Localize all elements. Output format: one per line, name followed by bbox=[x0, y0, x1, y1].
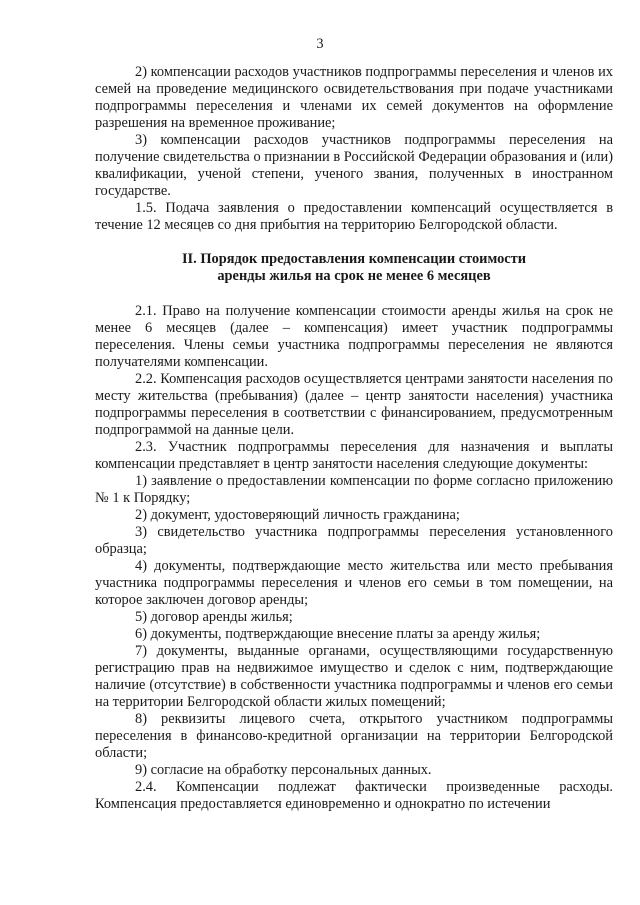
list-item: 7) документы, выданные органами, осуществляющими государственную регистрацию прав на недвижимое имущество и сделок с ним, подтверждающие наличие (отсутствие) в собственности участника подпрограммы и членов его семьи на территории Белгородской области жилых помещений; bbox=[95, 643, 613, 710]
page-number: 3 bbox=[316, 36, 324, 52]
list-item: 2) документ, удостоверяющий личность гражданина; bbox=[135, 507, 460, 523]
list-item: 8) реквизиты лицевого счета, открытого участником подпрограммы переселения в финансово-кредитной организации на территории Белгородской области; bbox=[95, 711, 613, 761]
paragraph: 3) компенсации расходов участников подпрограммы переселения на получение свидетельства о признании в Российской Федерации образования и (или) квалификации, ученой степени, ученого звания, полученных в иностранном государстве. bbox=[95, 132, 613, 199]
list-item: 3) свидетельство участника подпрограммы переселения установленного образца; bbox=[95, 524, 613, 557]
paragraph: 2.3. Участник подпрограммы переселения для назначения и выплаты компенсации представляет в центр занятости населения следующие документы: bbox=[95, 439, 613, 472]
section-title-line: II. Порядок предоставления компенсации стоимости bbox=[181, 251, 527, 267]
paragraph: 2.1. Право на получение компенсации стоимости аренды жилья на срок не менее 6 месяцев (далее – компенсация) имеет участник подпрограммы переселения. Члены семьи участника подпрограммы переселения не являются получателями компенсации. bbox=[95, 303, 613, 370]
paragraph: 2.4. Компенсации подлежат фактически произведенные расходы. Компенсация предоставляется единовременно и однократно по истечении bbox=[95, 779, 613, 812]
paragraph: 2.2. Компенсация расходов осуществляется центрами занятости населения по месту жительства (пребывания) (далее – центр занятости населения) участника подпрограммы переселения в соответствии с финансированием, предусмотренным подпрограммой на данные цели. bbox=[95, 371, 613, 438]
list-item: 4) документы, подтверждающие место жительства или место пребывания участника подпрограммы переселения и членов его семьи в том помещении, на которое заключен договор аренды; bbox=[95, 558, 613, 608]
section-title-line: аренды жилья на срок не менее 6 месяцев bbox=[217, 268, 491, 284]
list-item: 5) договор аренды жилья; bbox=[135, 609, 293, 625]
section-title bbox=[95, 251, 613, 285]
document-body bbox=[95, 64, 613, 813]
list-item: 1) заявление о предоставлении компенсации по форме согласно приложению № 1 к Порядку; bbox=[95, 473, 613, 506]
paragraph: 2) компенсации расходов участников подпрограммы переселения и членов их семей на проведение медицинского освидетельствования при подаче участниками подпрограммы переселения и членами их семей документов на оформление разрешения на временное проживание; bbox=[95, 64, 613, 131]
list-item: 9) согласие на обработку персональных данных. bbox=[135, 762, 432, 778]
list-item: 6) документы, подтверждающие внесение платы за аренду жилья; bbox=[135, 626, 541, 642]
paragraph: 1.5. Подача заявления о предоставлении компенсаций осуществляется в течение 12 месяцев со дня прибытия на территорию Белгородской области. bbox=[95, 200, 613, 233]
